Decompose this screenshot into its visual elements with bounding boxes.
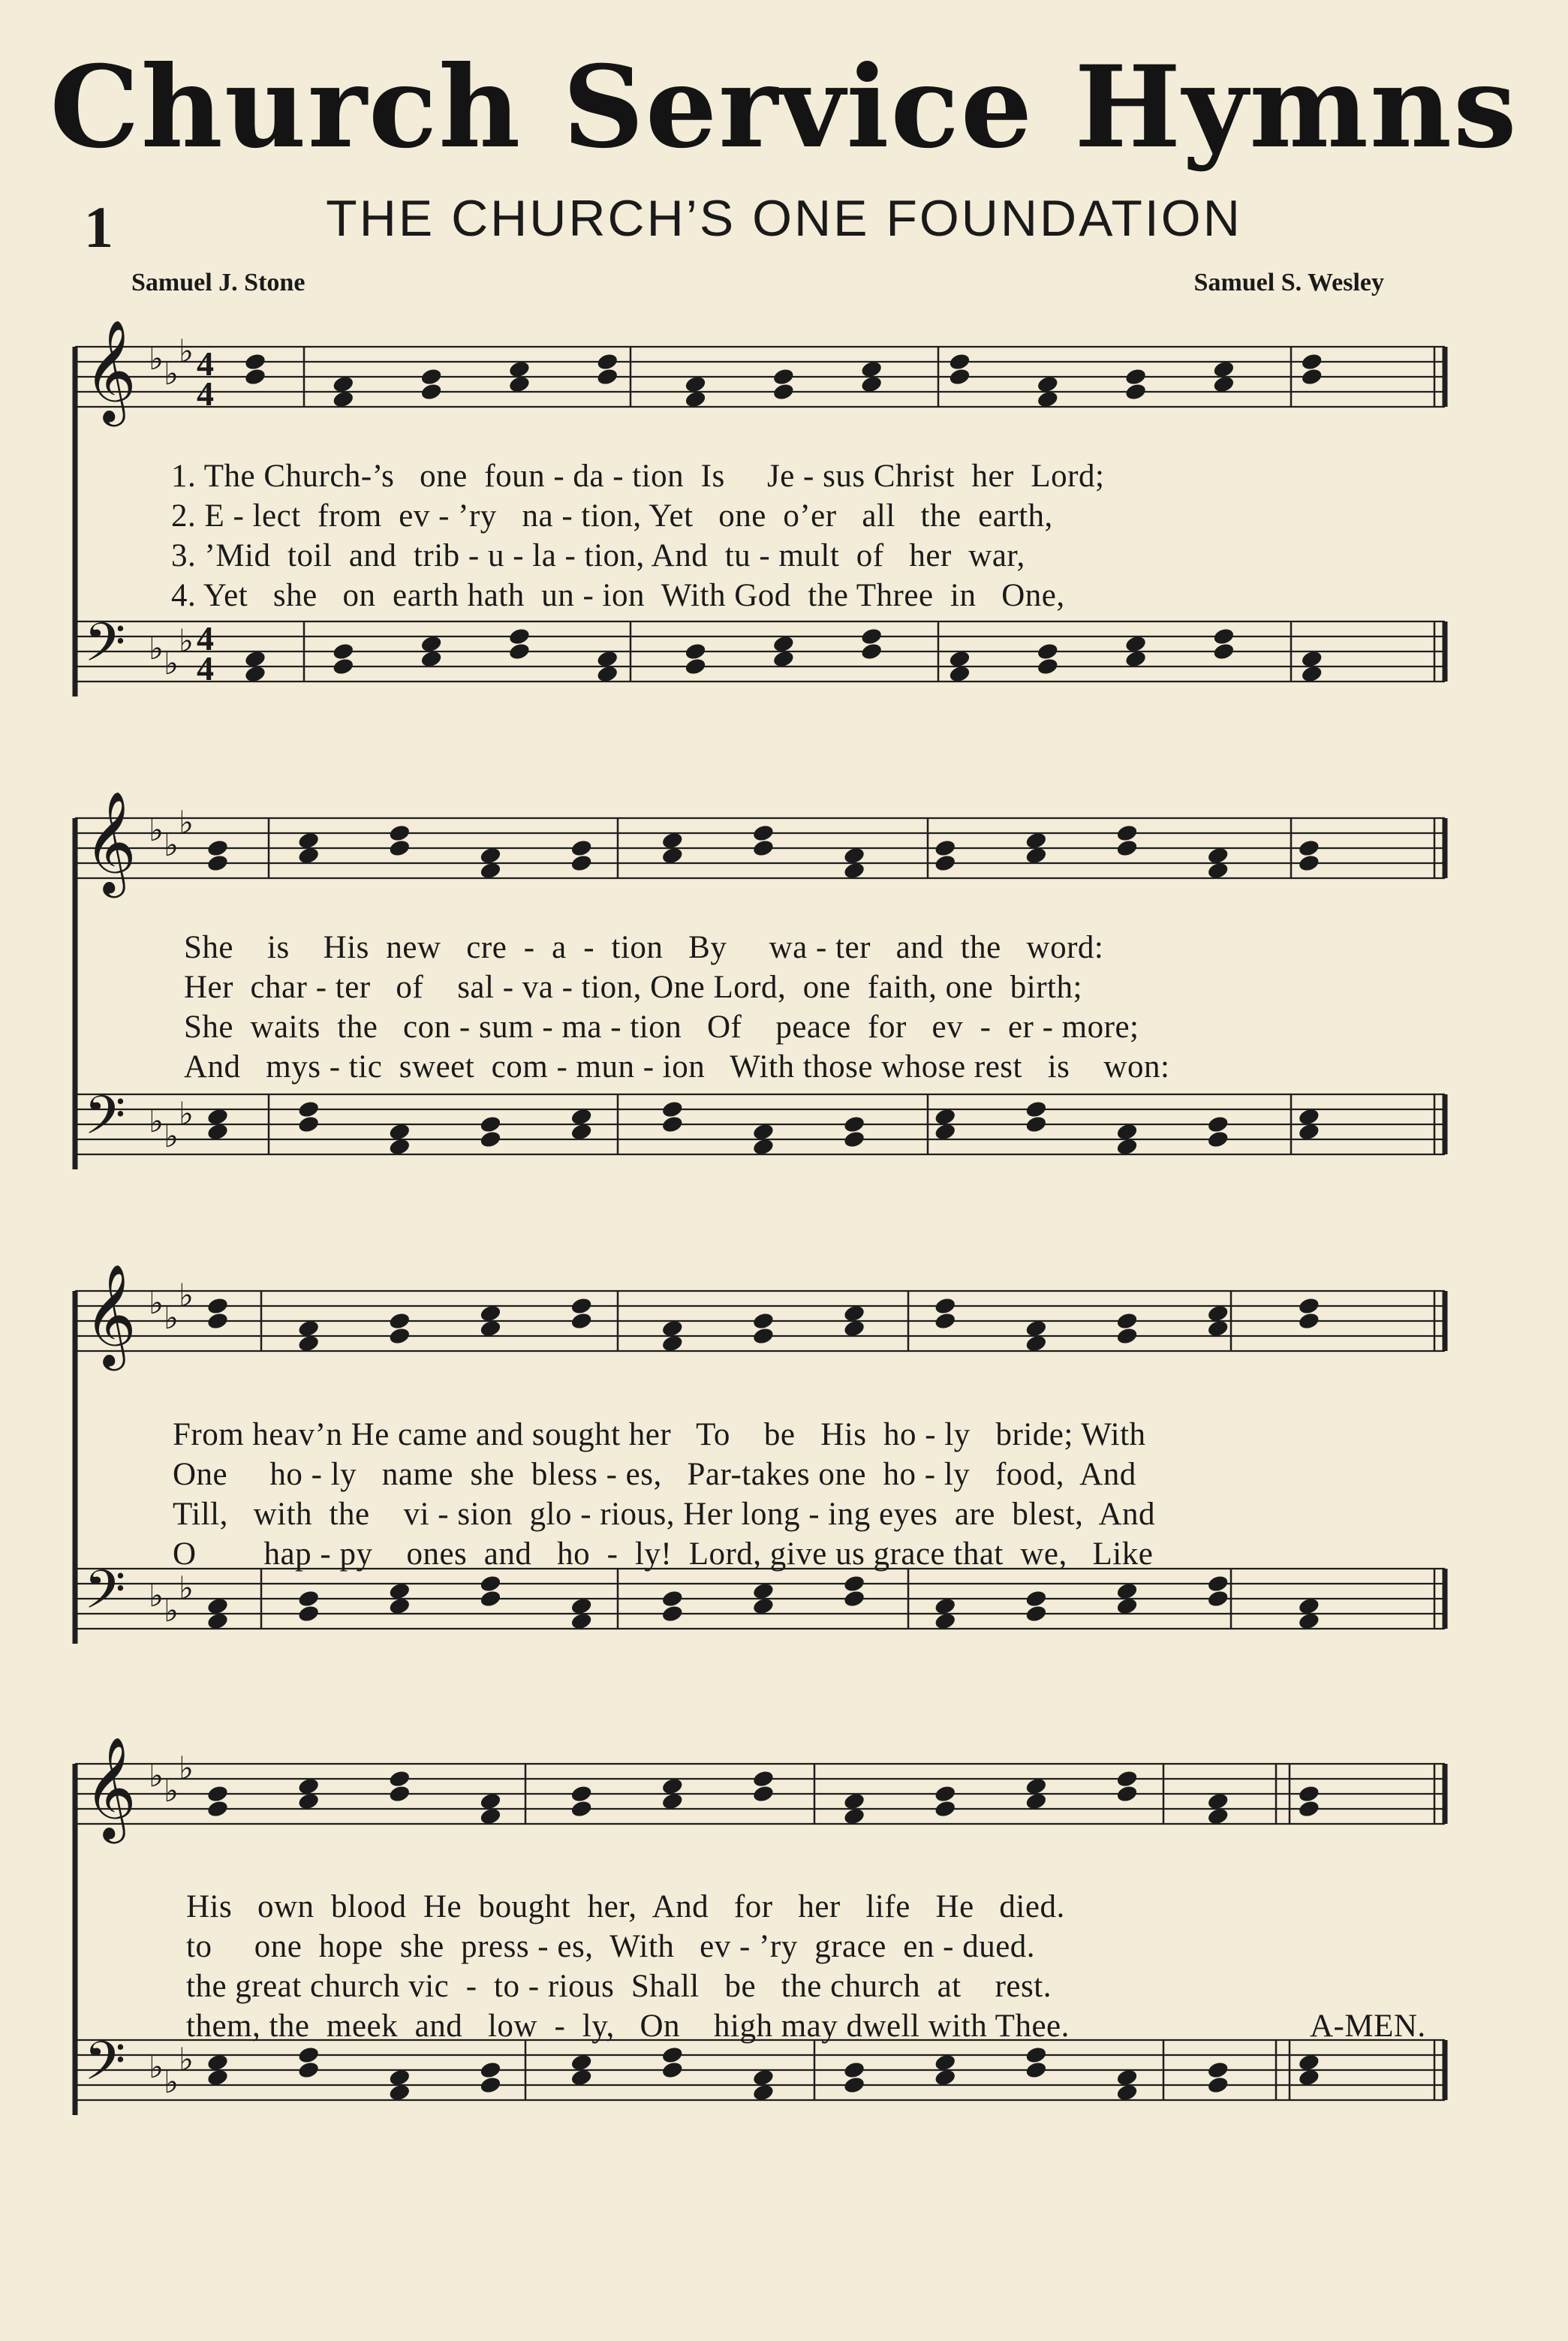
lyricist-credit: Samuel J. Stone [131,269,305,296]
book-title: Church Service Hymns [50,41,1518,173]
treble-clef-icon: 𝄞 [84,1262,137,1366]
note-head [1206,2060,1229,2080]
note-head [752,1769,775,1789]
flat-icon: ♭ [164,2063,179,2100]
note-head [1115,1784,1139,1804]
note-head [570,1799,593,1819]
note-head [332,657,355,676]
lyric-line: From heav’n He came and sought her To be His ho - ly bride; With [173,1417,1146,1452]
note-head [934,853,957,873]
note-head [934,1799,957,1819]
note-head [772,367,796,387]
note-head [934,1311,957,1331]
note-head [479,1589,502,1608]
note-head [388,1311,411,1331]
note-head [661,1589,684,1608]
lyric-line: 3. ’Mid toil and trib - u - la - tion, And tu - mult of her war, [171,538,1025,573]
bass-clef-icon: 𝄢 [84,1559,126,1634]
treble-clef-icon: 𝄞 [84,318,137,422]
lyric-line: And mys - tic sweet com - mun - ion With those whose rest is won: [184,1049,1170,1085]
lyric-line: She waits the con - sum - ma - tion Of peace for ev - er - more; [184,1010,1139,1045]
note-head [1025,1115,1048,1134]
note-head [1025,1100,1048,1119]
flat-icon: ♭ [164,1592,179,1629]
note-head [1115,1326,1139,1346]
flat-icon: ♭ [149,340,164,377]
note-head [1025,2060,1048,2080]
note-head [752,1326,775,1346]
flat-icon: ♭ [149,1577,164,1614]
lyric-line: the great church vic - to - rious Shall be the church at rest. [186,1969,1052,2004]
note-head [420,367,443,387]
note-head [297,1589,321,1608]
flat-icon: ♭ [164,1299,179,1336]
note-head [752,1784,775,1804]
note-head [1298,1311,1321,1331]
note-head [297,1115,321,1134]
note-head [570,1296,593,1316]
flat-icon: ♭ [179,1750,194,1786]
note-head [508,642,531,661]
note-head [206,1784,230,1804]
note-head [596,352,619,372]
bass-clef-icon: 𝄢 [84,612,126,687]
time-signature: 4 [197,345,214,383]
note-head [948,352,971,372]
note-head [297,2060,321,2080]
hymn-number: 1 [84,194,113,260]
note-head [843,1130,866,1149]
lyric-line: 1. The Church-’s one foun - da - tion Is Je - sus Christ her Lord; [171,459,1105,494]
treble-clef-icon: 𝄞 [84,790,137,893]
note-head [1298,853,1321,873]
note-head [1298,838,1321,858]
flat-icon: ♭ [164,1118,179,1154]
lyric-line: His own blood He bought her, And for her life He died. [186,1889,1065,1924]
note-head [1025,1604,1048,1623]
note-head [332,642,355,661]
note-head [1025,1589,1048,1608]
lyric-line: Her char - ter of sal - va - tion, One Lord, one faith, one birth; [184,970,1082,1005]
note-head [661,1100,684,1119]
note-head [388,838,411,858]
note-head [479,2075,502,2095]
note-head [661,2060,684,2080]
note-head [570,853,593,873]
note-head [1036,642,1059,661]
lyric-line: She is His new cre - a - tion By wa - ter and the word: [184,930,1104,965]
time-signature: 4 [197,649,214,688]
note-head [1206,1115,1229,1134]
note-head [1115,1769,1139,1789]
note-head [860,627,883,646]
note-head [843,2060,866,2080]
flat-icon: ♭ [149,630,164,666]
note-head [596,367,619,387]
note-head [1206,1589,1229,1608]
note-head [479,1130,502,1149]
flat-icon: ♭ [179,1095,194,1132]
note-head [388,1769,411,1789]
lyric-line: 2. E - lect from ev - ’ry na - tion, Yet one o’er all the earth, [171,498,1053,534]
note-head [388,1784,411,1804]
flat-icon: ♭ [164,1772,179,1809]
lyric-line: O hap - py ones and ho - ly! Lord, give us grace that we, Like [173,1536,1154,1572]
note-head [752,838,775,858]
note-head [843,1574,866,1593]
flat-icon: ♭ [149,1284,164,1321]
flat-icon: ♭ [164,826,179,863]
note-head [1206,1130,1229,1149]
lyric-line: Till, with the vi - sion glo - rious, Her long - ing eyes are blest, And [173,1497,1155,1532]
note-head [948,367,971,387]
note-head [843,2075,866,2095]
note-head [297,2045,321,2065]
note-head [752,823,775,843]
flat-icon: ♭ [164,355,179,392]
note-head [1206,2075,1229,2095]
note-head [1298,1784,1321,1804]
note-head [661,2045,684,2065]
flat-icon: ♭ [149,811,164,848]
note-head [860,642,883,661]
lyric-line: to one hope she press - es, With ev - ’ry grace en - dued. [186,1929,1036,1964]
note-head [684,642,707,661]
lyric-line: them, the meek and low - ly, On high may dwell with Thee. [186,2009,1070,2044]
note-head [1206,1574,1229,1593]
note-head [479,2060,502,2080]
note-head [206,1799,230,1819]
note-head [388,823,411,843]
lyric-line: 4. Yet she on earth hath un - ion With God the Three in One, [171,578,1065,613]
note-head [1298,1799,1321,1819]
flat-icon: ♭ [179,622,194,659]
bass-clef-icon: 𝄢 [84,2030,126,2105]
note-head [570,1784,593,1804]
lyric-line: One ho - ly name she bless - es, Par-takes one ho - ly food, And [173,1457,1136,1492]
flat-icon: ♭ [149,1757,164,1794]
hymn-title: THE CHURCH’S ONE FOUNDATION [326,190,1242,247]
note-head [420,382,443,402]
time-signature: 4 [197,375,214,413]
flat-icon: ♭ [179,804,194,841]
note-head [1300,352,1323,372]
note-head [297,1100,321,1119]
note-head [1036,657,1059,676]
note-head [244,367,267,387]
note-head [772,382,796,402]
note-head [752,1311,775,1331]
treble-clef-icon: 𝄞 [84,1735,137,1839]
note-head [1212,642,1235,661]
note-head [934,838,957,858]
note-head [570,1311,593,1331]
note-head [684,657,707,676]
note-head [1298,1296,1321,1316]
note-head [661,1115,684,1134]
time-signature: 4 [197,619,214,657]
flat-icon: ♭ [149,1103,164,1139]
note-head [206,853,230,873]
note-head [934,1784,957,1804]
note-head [1300,367,1323,387]
note-head [1212,627,1235,646]
composer-credit: Samuel S. Wesley [1193,269,1384,296]
note-head [843,1589,866,1608]
note-head [1025,2045,1048,2065]
note-head [661,1604,684,1623]
note-head [570,838,593,858]
note-head [206,1311,230,1331]
note-head [479,1574,502,1593]
note-head [843,1115,866,1134]
note-head [934,1296,957,1316]
bass-clef-icon: 𝄢 [84,1085,126,1160]
note-head [244,352,267,372]
flat-icon: ♭ [149,2048,164,2085]
note-head [206,1296,230,1316]
flat-icon: ♭ [179,1277,194,1313]
note-head [479,1115,502,1134]
note-head [1115,823,1139,843]
flat-icon: ♭ [179,1569,194,1606]
note-head [1124,367,1148,387]
note-head [388,1326,411,1346]
flat-icon: ♭ [179,332,194,369]
note-head [297,1604,321,1623]
note-head [206,838,230,858]
flat-icon: ♭ [179,2041,194,2078]
note-head [1124,382,1148,402]
flat-icon: ♭ [164,645,179,682]
amen-label: A-MEN. [1310,2009,1426,2044]
note-head [1115,1311,1139,1331]
note-head [1115,838,1139,858]
note-head [508,627,531,646]
